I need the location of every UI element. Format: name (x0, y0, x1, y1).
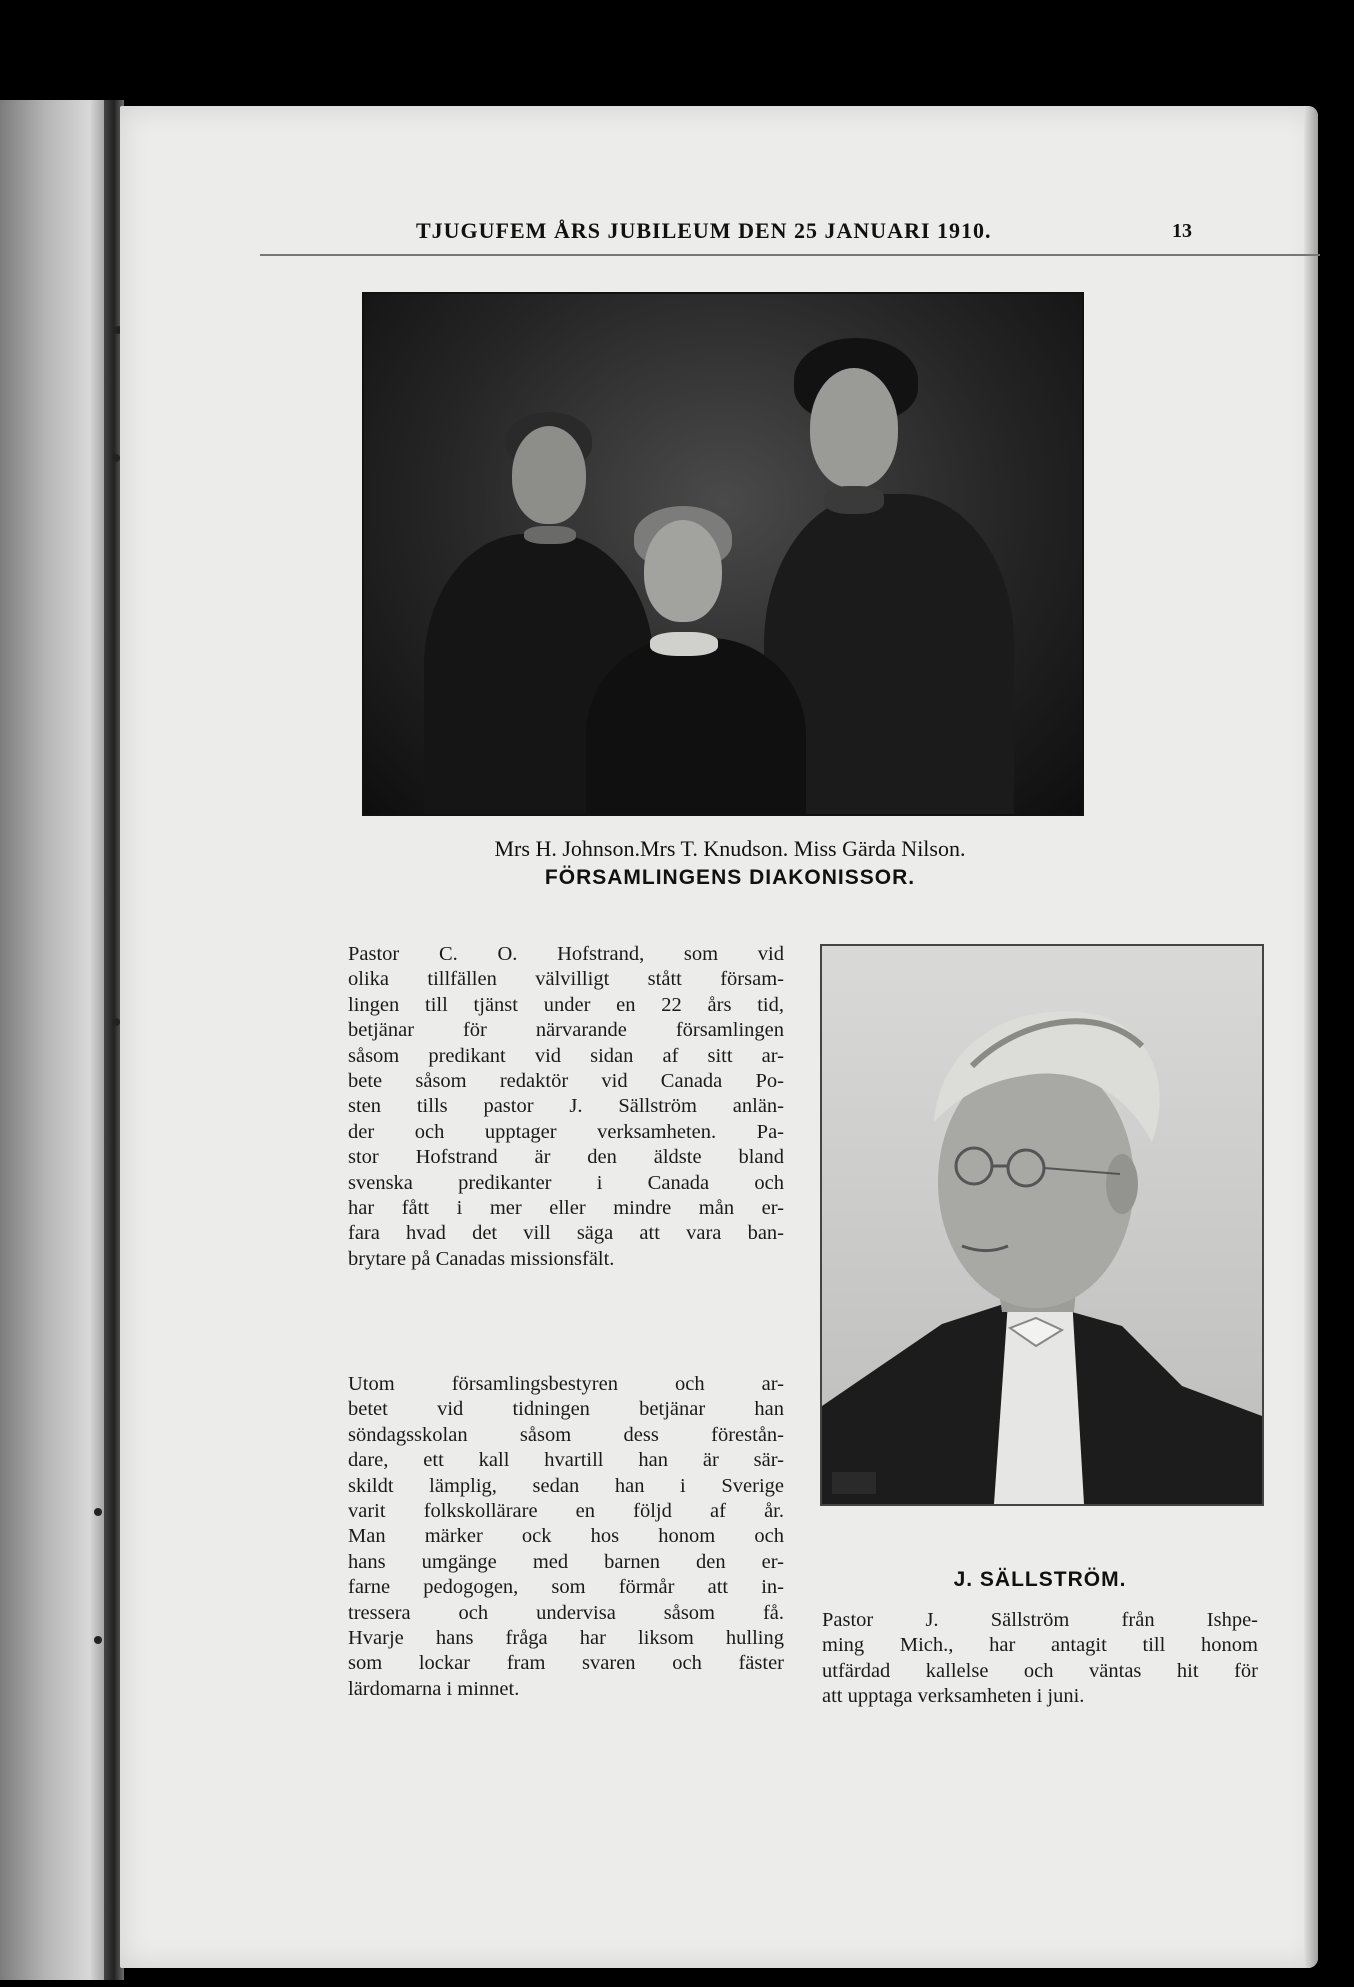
text-line: fara hvad det vill säga att vara ban- (348, 1222, 784, 1245)
text-line: Pastor J. Sällström från Ishpe- (822, 1609, 1258, 1631)
text-line: utfärdad kallelse och väntas hit för (822, 1659, 1258, 1682)
text-line: lärdomarna i minnet. (348, 1677, 520, 1700)
article-paragraph-sunday-school (348, 1372, 784, 1702)
page-number: 13 (1172, 220, 1192, 242)
book-page (120, 106, 1318, 1968)
running-head: TJUGUFEM ÅRS JUBILEUM DEN 25 JANUARI 1910. (416, 218, 992, 243)
margin-mark (94, 1508, 102, 1516)
text-line: Utom församlingsbestyren och ar- (348, 1373, 784, 1395)
text-line: stor Hofstrand är den äldste bland (348, 1146, 784, 1169)
deaconesses-photograph (362, 292, 1084, 816)
header-rule (260, 254, 1320, 256)
text-line: ming Mich., har antagit till honom (822, 1634, 1258, 1657)
portrait-caption: J. SÄLLSTRÖM. (953, 1568, 1127, 1591)
text-line: olika tillfällen välvilligt stått försam- (348, 968, 784, 991)
text-line: betet vid tidningen betjänar han (348, 1398, 784, 1421)
margin-mark (112, 454, 120, 462)
text-line: bete såsom redaktör vid Canada Po- (348, 1070, 784, 1093)
portrait-illustration (822, 946, 1262, 1504)
text-line: tressera och undervisa såsom få. (348, 1601, 784, 1624)
text-line: söndagsskolan såsom dess förestån- (348, 1423, 784, 1446)
text-line: der och upptager verksamheten. Pa- (348, 1120, 784, 1143)
text-line: lingen till tjänst under en 22 års tid, (348, 993, 784, 1016)
margin-mark (112, 1018, 120, 1026)
photo-caption-title: FÖRSAMLINGENS DIAKONISSOR. (544, 866, 916, 889)
text-line: skildt lämplig, sedan han i Sverige (348, 1474, 784, 1497)
text-line: Hvarje hans fråga har liksom hulling (348, 1627, 784, 1650)
sallstrom-portrait (820, 944, 1264, 1506)
photo-caption-names: Mrs H. Johnson.Mrs T. Knudson. Miss Gärda Nilson. (494, 836, 966, 861)
text-line: Pastor C. O. Hofstrand, som vid (348, 943, 784, 965)
text-line: farne pedogogen, som förmår att in- (348, 1576, 784, 1599)
article-paragraph-sallstrom (822, 1608, 1258, 1710)
text-line: dare, ett kall hvartill han är sär- (348, 1449, 784, 1472)
text-line: har fått i mer eller mindre mån er- (348, 1197, 784, 1220)
margin-mark (94, 1636, 102, 1644)
page-edge-shadow (1304, 106, 1318, 1968)
text-line: såsom predikant vid sidan af sitt ar- (348, 1044, 784, 1067)
text-line: sten tills pastor J. Sällström anlän- (348, 1095, 784, 1118)
text-line: brytare på Canadas missionsfält. (348, 1247, 615, 1270)
left-page-edge (0, 100, 112, 1980)
text-line: hans umgänge med barnen den er- (348, 1550, 784, 1573)
text-line: svenska predikanter i Canada och (348, 1171, 784, 1194)
text-line: att upptaga verksamheten i juni. (822, 1685, 1085, 1708)
text-line: varit folkskollärare en följd af år. (348, 1500, 784, 1523)
text-line: betjänar för närvarande församlingen (348, 1019, 784, 1042)
text-line: som lockar fram svaren och fäster (348, 1652, 784, 1675)
article-paragraph-hofstrand (348, 942, 784, 1272)
text-line: Man märker ock hos honom och (348, 1525, 784, 1548)
